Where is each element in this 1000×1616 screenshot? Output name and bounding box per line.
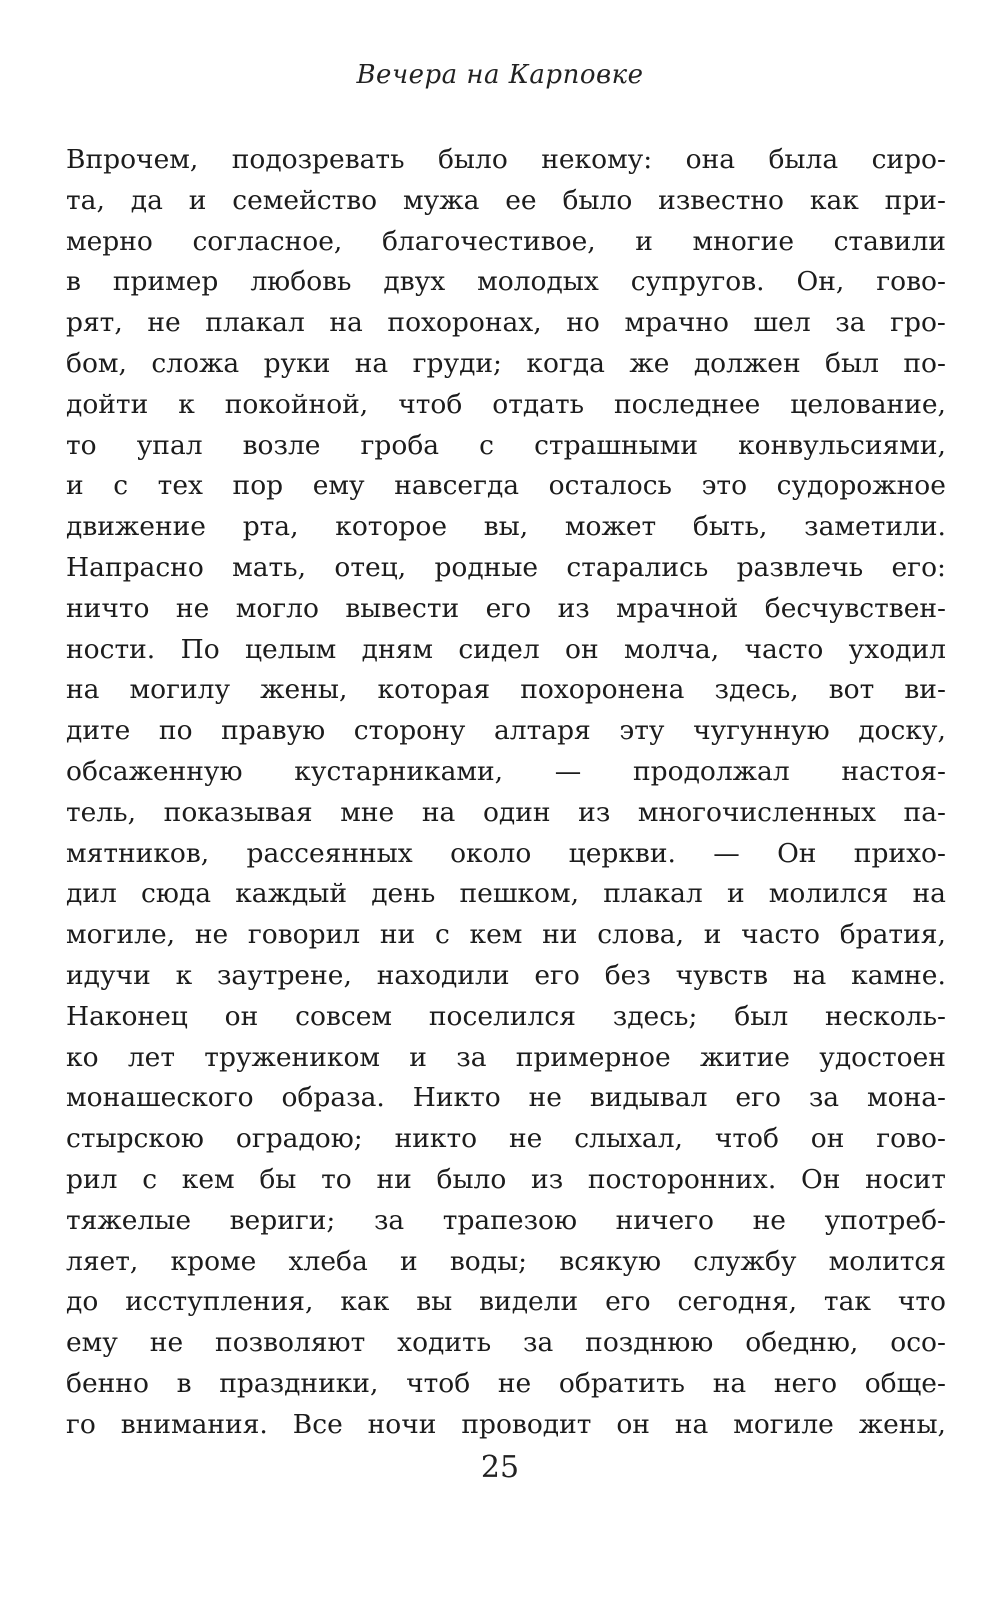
text-line: то упал возле гроба с страшными конвульсиями, bbox=[66, 429, 946, 461]
text-line: го внимания. Все ночи проводит он на могиле жены, bbox=[66, 1408, 946, 1440]
text-line: Наконец он совсем поселился здесь; был несколь- bbox=[66, 1000, 946, 1032]
text-line: стырскою оградою; никто не слыхал, чтоб он гово- bbox=[66, 1123, 946, 1155]
text-line: дил сюда каждый день пешком, плакал и молился на bbox=[66, 878, 946, 910]
text-line: бенно в праздники, чтоб не обратить на него обще- bbox=[66, 1367, 946, 1399]
text-line: мятников, рассеянных около церкви. — Он прихо- bbox=[66, 837, 946, 869]
text-line: на могилу жены, которая похоронена здесь, вот ви- bbox=[66, 674, 946, 706]
text-line: ничто не могло вывести его из мрачной бесчувствен- bbox=[66, 592, 946, 624]
text-line: рил с кем бы то ни было из посторонних. Он носит bbox=[66, 1163, 946, 1195]
text-line: дите по правую сторону алтаря эту чугунную доску, bbox=[66, 715, 946, 747]
body-text bbox=[66, 140, 946, 1446]
text-line: монашеского образа. Никто не видывал его за мона- bbox=[66, 1082, 946, 1114]
text-line: мерно согласное, благочестивое, и многие ставили bbox=[66, 225, 946, 257]
page-number: 25 bbox=[480, 1450, 520, 1485]
text-line: Впрочем, подозревать было некому: она была сиро- bbox=[66, 144, 946, 175]
text-line: ко лет тружеником и за примерное житие удостоен bbox=[66, 1041, 946, 1073]
text-line: та, да и семейство мужа ее было известно как при- bbox=[66, 184, 946, 216]
text-line: ности. По целым дням сидел он молча, часто уходил bbox=[66, 633, 946, 665]
text-line: в пример любовь двух молодых супругов. Он, гово- bbox=[66, 266, 946, 298]
text-line: могиле, не говорил ни с кем ни слова, и часто братия, bbox=[66, 919, 946, 951]
text-line: идучи к заутрене, находили его без чувств на камне. bbox=[66, 959, 946, 991]
text-line: движение рта, которое вы, может быть, заметили. bbox=[66, 511, 946, 543]
text-line: тель, показывая мне на один из многочисленных па- bbox=[66, 796, 946, 828]
text-line: и с тех пор ему навсегда осталось это судорожное bbox=[66, 470, 946, 502]
text-line: бом, сложа руки на груди; когда же должен был по- bbox=[66, 347, 946, 379]
text-line: рят, не плакал на похоронах, но мрачно шел за гро- bbox=[66, 307, 946, 339]
text-line: обсаженную кустарниками, — продолжал настоя- bbox=[66, 755, 946, 787]
text-line: дойти к покойной, чтоб отдать последнее целование, bbox=[66, 388, 946, 420]
text-line: Напрасно мать, отец, родные старались развлечь его: bbox=[66, 551, 946, 583]
text-line: ляет, кроме хлеба и воды; всякую службу молится bbox=[66, 1245, 946, 1277]
running-header: Вечера на Карповке bbox=[356, 60, 644, 90]
text-line: тяжелые вериги; за трапезою ничего не употреб- bbox=[66, 1204, 946, 1236]
text-line: ему не позволяют ходить за позднюю обедню, осо- bbox=[66, 1327, 946, 1359]
text-line: до исступления, как вы видели его сегодня, так что bbox=[66, 1286, 946, 1318]
